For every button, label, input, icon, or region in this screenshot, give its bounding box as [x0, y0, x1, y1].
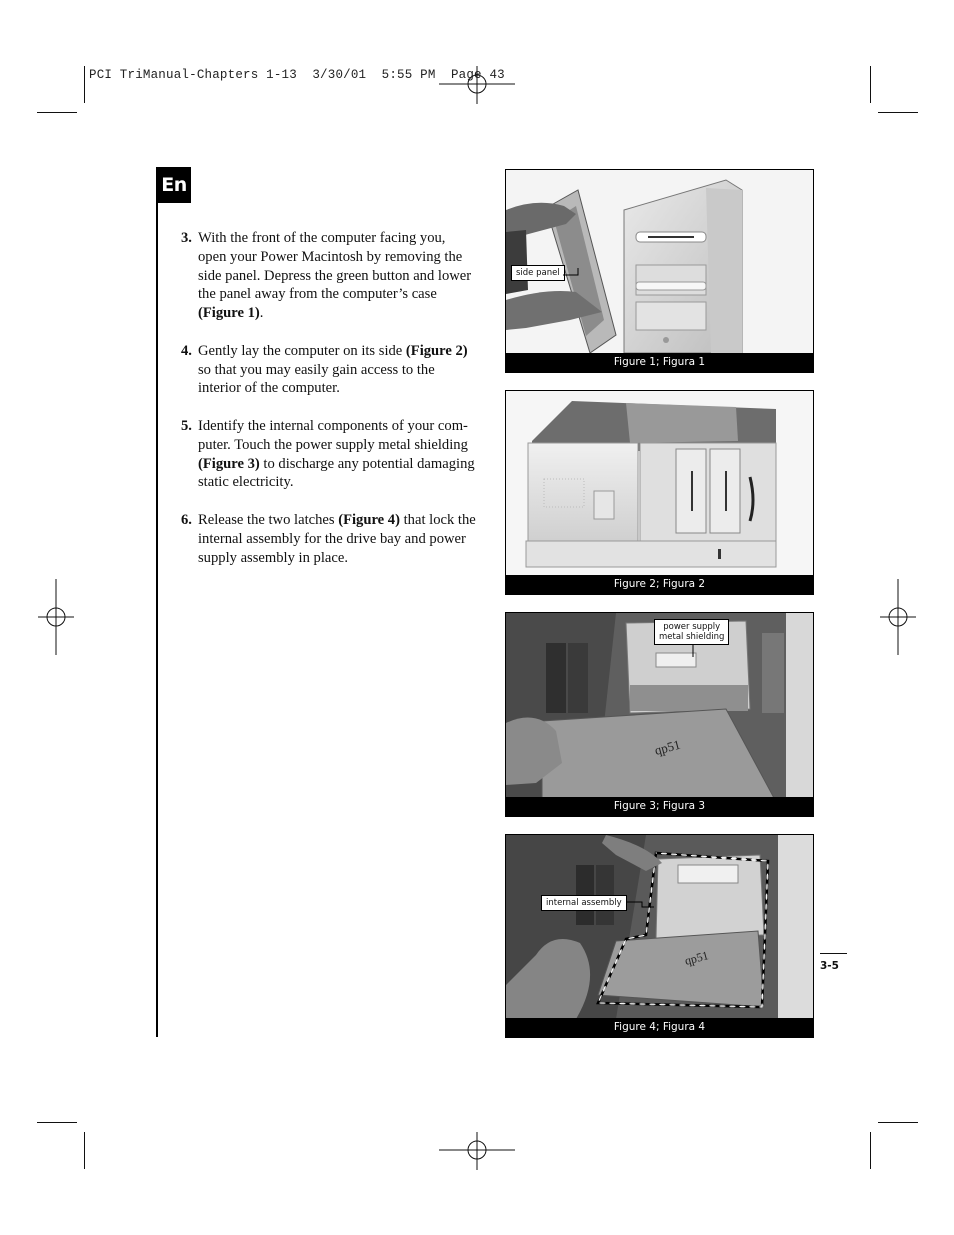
step-number: 4.: [181, 342, 192, 359]
instruction-steps: [181, 229, 477, 586]
registration-mark-bottom: [437, 1130, 517, 1172]
page-number: 3-5: [820, 960, 839, 972]
callout-leader: [506, 170, 813, 353]
margin-rule: [156, 167, 158, 1037]
step-text: Identify the internal components of your com- puter. Touch the power supply metal shielding (Figure 3) to discharge any potential damaging static electricity.: [198, 417, 475, 491]
page-number-rule: [820, 953, 847, 954]
figure-2-photo: [506, 391, 813, 576]
figure-4: [505, 834, 814, 1038]
step-text: Release the two latches (Figure 4) that lock the internal assembly for the drive bay and power supply assembly in place.: [198, 511, 476, 566]
registration-mark-left: [36, 577, 76, 657]
step-5: [181, 417, 477, 492]
figure-3-caption: Figure 3; Figura 3: [506, 797, 813, 816]
figure-1-caption: Figure 1; Figura 1: [506, 353, 813, 372]
callout-line-1: power supply: [663, 622, 721, 632]
step-4: [181, 342, 477, 398]
callout-leader: [506, 613, 813, 798]
registration-mark-right: [878, 577, 918, 657]
callout-leader: [506, 835, 813, 1019]
step-number: 6.: [181, 511, 192, 528]
figure-3: [505, 612, 814, 817]
figure-1: [505, 169, 814, 373]
printer-slug: PCI TriManual-Chapters 1-13 3/30/01 5:55 PM Page 43: [89, 68, 505, 82]
step-number: 3.: [181, 230, 192, 246]
svg-text:qp51: qp51: [652, 736, 682, 758]
side-panel-callout: side panel: [511, 265, 565, 281]
step-text: Gently lay the computer on its side (Figure 2) so that you may easily gain access to the interior of the computer.: [198, 342, 468, 397]
internal-assembly-callout: internal assembly: [541, 895, 627, 911]
language-tab: En: [157, 167, 191, 203]
step-3: [181, 229, 477, 323]
step-number: 5.: [181, 417, 192, 434]
registration-mark-top: [437, 64, 517, 106]
step-text: With the front of the computer facing you, open your Power Macintosh by removing the side panel. Depress the green button and lower the panel away from the computer’s case (Figure 1).: [198, 230, 472, 322]
step-6: [181, 511, 477, 567]
callout-line-2: metal shielding: [659, 632, 725, 642]
svg-text:qp51: qp51: [683, 948, 710, 968]
figure-4-caption: Figure 4; Figura 4: [506, 1018, 813, 1037]
figure-2: [505, 390, 814, 595]
figure-2-caption: Figure 2; Figura 2: [506, 575, 813, 594]
